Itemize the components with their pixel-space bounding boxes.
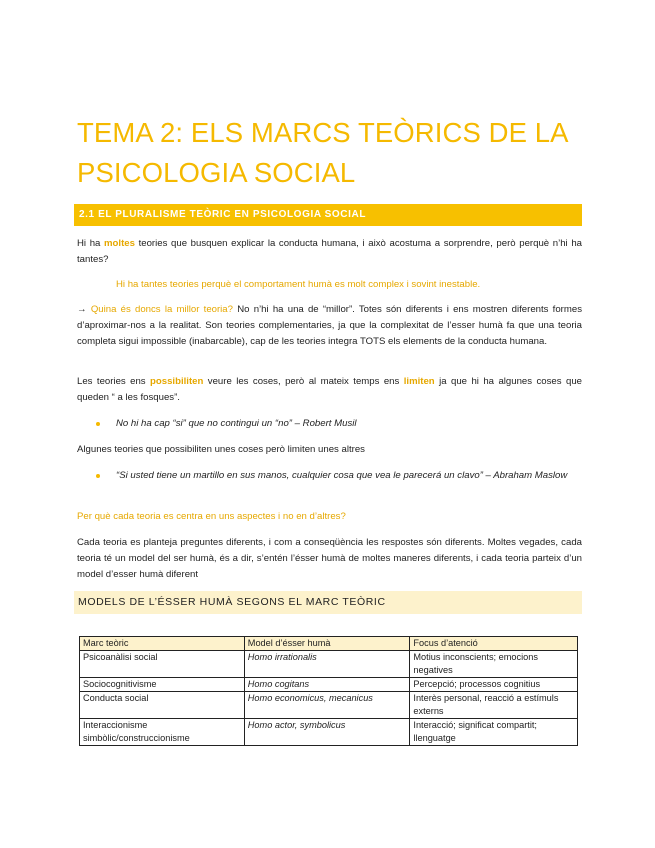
highlight-limiten: limiten [403,376,435,387]
paragraph-possibilities-text-2: veure les coses, però al mateix temps ens [203,376,404,387]
table-header-cell: Marc teòric [80,637,245,651]
paragraph-intro-text: Hi ha [77,238,105,249]
paragraph-best-theory [77,302,582,350]
page-title [77,113,597,193]
paragraph-some-theories: Algunes teories que possibiliten unes coses però limiten unes altres [77,444,365,455]
highlight-moltes: moltes [104,238,135,249]
paragraph-questions: Cada teoria es planteja preguntes diferents, i com a conseqüència les respostes són diferents. Moltes vegades, cada teoria té un model del ser humà, és a dir, s’entén l’ésser humà de moltes maneres diferents, i cada teoria parteix d’un model d’esser humà diferent [77,537,582,580]
table-row [80,719,578,746]
paragraph-intro-text-2: teories que busquen explicar la conducta humana, i això acostuma a sorprendre, però perquè n’hi ha tantes? [77,238,582,265]
page-title-line-1: TEMA 2: ELS MARCS TEÒRICS DE LA [77,117,569,148]
paragraph-best-theory-text: No n’hi ha una de “millor”. Totes són diferents i ens mostren diferents formes d’aproximar-nos a la realitat. Son teories complementaries, ja que la complexitat de l’esser humà fa que una teoria completa sigui impossible (inabarcable), cap de les teories integra TOTS els elements de la conducta humana. [77,304,582,347]
table-cell: Percepció; processos cognitius [410,678,578,692]
section-heading: 2.1 EL PLURALISME TEÒRIC EN PSICOLOGIA SOCIAL [74,204,582,226]
table-row [80,651,578,678]
table-header-row [80,637,578,651]
paragraph-possibilities-text-3: ja que hi ha algunes coses que queden “ a les fosques”. [77,376,582,403]
table-cell: Motius inconscients; emocions negatives [410,651,578,678]
table-header-cell: Model d’ésser humà [244,637,410,651]
highlight-possibiliten: possibiliten [150,376,204,387]
answer-highlight: Hi ha tantes teories perquè el comportament humà es molt complex i sovint inestable. [116,279,481,290]
table-cell: Interacció; significat compartit; llenguatge [410,719,578,746]
models-table [79,636,578,746]
question-best-theory: Quina és doncs la millor teoria? [90,304,233,315]
table-cell: Conducta social [80,692,245,719]
paragraph-possibilities [77,374,582,406]
table-cell: Homo economicus, mecanicus [244,692,410,719]
table-row [80,678,578,692]
quote-musil: No hi ha cap “si” que no contingui un “no” – Robert Musil [116,418,357,429]
arrow-icon: → [77,304,91,315]
quote-bullet-musil [96,416,582,432]
table-cell: Homo irrationalis [244,651,410,678]
table-cell: Homo actor, symbolicus [244,719,410,746]
quote-maslow: “Si usted tiene un martillo en sus manos, cualquier cosa que vea le parecerá un clavo” – Abraham Maslow [116,470,568,481]
paragraph-possibilities-text: Les teories ens [77,376,151,387]
bullet-dot-icon [96,474,100,478]
table-cell: Sociocognitivisme [80,678,245,692]
table-cell: Psicoanàlisi social [80,651,245,678]
table-cell: Interès personal, reacció a estímuls externs [410,692,578,719]
table-header-cell: Focus d’atenció [410,637,578,651]
table-row [80,692,578,719]
bullet-dot-icon [96,422,100,426]
models-heading: MODELS DE L’ÉSSER HUMÀ SEGONS EL MARC TEÒRIC [74,591,582,614]
page-title-line-2: PSICOLOGIA SOCIAL [77,157,356,188]
quote-bullet-maslow [96,468,582,484]
table-cell: Interaccionisme simbòlic/construccionisme [80,719,245,746]
table-cell: Homo cogitans [244,678,410,692]
question-focus: Per què cada teoria es centra en uns aspectes i no en d’altres? [77,511,346,522]
paragraph-intro [77,236,582,268]
